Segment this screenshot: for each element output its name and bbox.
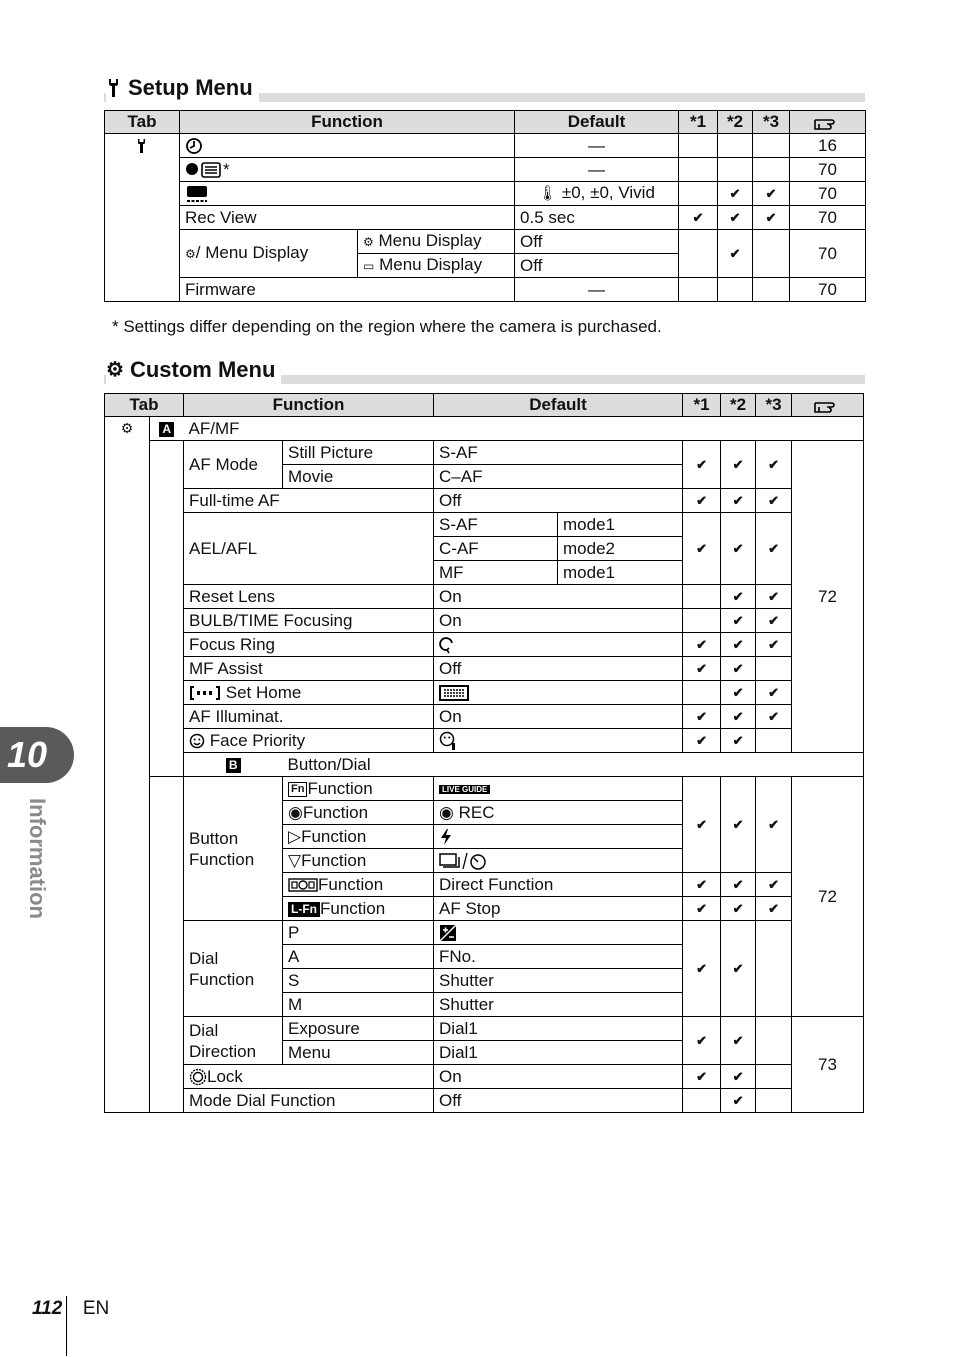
check-mark: ✔ bbox=[721, 729, 756, 753]
function-label: Set Home bbox=[184, 681, 434, 705]
default-value: mode1 bbox=[558, 513, 683, 537]
chapter-label: Information bbox=[25, 798, 50, 919]
monitor-setting bbox=[180, 182, 515, 206]
default-value: — bbox=[515, 278, 679, 302]
language-icon bbox=[185, 161, 223, 179]
header-function: Function bbox=[184, 394, 434, 417]
default-value bbox=[434, 633, 683, 657]
sub-function-label: ▽Function bbox=[283, 849, 434, 873]
header-note2: *2 bbox=[718, 111, 753, 134]
check-mark: ✔ bbox=[753, 206, 790, 230]
wrench-icon bbox=[106, 78, 122, 98]
default-value: MF bbox=[434, 561, 558, 585]
page-ref: 73 bbox=[792, 1017, 864, 1113]
function-label: AF Mode bbox=[184, 441, 283, 489]
check-mark: ✔ bbox=[756, 585, 792, 609]
check-mark: ✔ bbox=[721, 873, 756, 897]
sub-function-label: Still Picture bbox=[283, 441, 434, 465]
setup-menu-header bbox=[104, 72, 865, 102]
default-value bbox=[434, 921, 683, 945]
sub-function-label: ▭ Menu Display bbox=[358, 254, 515, 278]
function-label: MF Assist bbox=[184, 657, 434, 681]
function-label: Face Priority bbox=[184, 729, 434, 753]
check-mark: ✔ bbox=[721, 633, 756, 657]
table-row bbox=[105, 681, 864, 705]
table-row bbox=[105, 513, 864, 537]
check-mark: ✔ bbox=[721, 897, 756, 921]
check-mark: ✔ bbox=[756, 873, 792, 897]
setup-menu-title: Setup Menu bbox=[128, 75, 253, 100]
sub-function-label: Fn Function bbox=[283, 777, 434, 801]
header-note1: *1 bbox=[679, 111, 718, 134]
group-label: AF/MF bbox=[184, 417, 864, 441]
live-guide-icon: LIVE GUIDE bbox=[439, 785, 490, 794]
check-mark: ✔ bbox=[756, 489, 792, 513]
page-number: 112 bbox=[32, 1298, 63, 1319]
page-ref: 70 bbox=[790, 206, 866, 230]
check-mark: ✔ bbox=[683, 657, 721, 681]
sub-function-label: Exposure bbox=[283, 1017, 434, 1041]
default-value: On bbox=[434, 585, 683, 609]
check-mark: ✔ bbox=[721, 585, 756, 609]
check-mark: ✔ bbox=[721, 705, 756, 729]
function-label: BULB/TIME Focusing bbox=[184, 609, 434, 633]
default-value: Off bbox=[515, 254, 679, 278]
custom-gear-icon: ⚙ bbox=[106, 359, 124, 381]
table-row bbox=[105, 1089, 864, 1113]
check-mark: ✔ bbox=[721, 609, 756, 633]
check-mark: ✔ bbox=[718, 182, 753, 206]
custom-gear-icon: ⚙ bbox=[185, 247, 196, 261]
default-value bbox=[434, 825, 683, 849]
default-value: Off bbox=[434, 657, 683, 681]
magnify-button-icon bbox=[288, 877, 318, 893]
table-row bbox=[105, 134, 866, 158]
check-mark: ✔ bbox=[683, 513, 721, 585]
table-row bbox=[105, 206, 866, 230]
function-label: Focus Ring bbox=[184, 633, 434, 657]
header-function: Function bbox=[180, 111, 515, 134]
check-mark: ✔ bbox=[721, 657, 756, 681]
default-value bbox=[434, 681, 683, 705]
setup-menu-table bbox=[104, 110, 866, 302]
page-ref: 72 bbox=[792, 777, 864, 1017]
header-note1: *1 bbox=[683, 394, 721, 417]
language-code: EN bbox=[82, 1298, 110, 1319]
default-value bbox=[434, 729, 683, 753]
table-header-row bbox=[105, 394, 864, 417]
table-row bbox=[105, 182, 866, 206]
page-ref: 70 bbox=[790, 230, 866, 278]
sub-function-label: S bbox=[283, 969, 434, 993]
face-icon bbox=[189, 733, 205, 749]
table-row bbox=[105, 633, 864, 657]
mode-dial-icon bbox=[189, 1068, 207, 1086]
check-mark: ✔ bbox=[683, 705, 721, 729]
group-b-icon: B bbox=[226, 758, 241, 773]
page-footer bbox=[32, 1298, 109, 1320]
custom-menu-title: Custom Menu bbox=[129, 357, 276, 382]
function-label: Full-time AF bbox=[184, 489, 434, 513]
check-mark: ✔ bbox=[683, 441, 721, 489]
custom-menu-header bbox=[104, 354, 865, 384]
language-setting: * bbox=[180, 158, 515, 182]
default-value: — bbox=[515, 158, 679, 182]
function-label: Button Function bbox=[184, 777, 283, 921]
default-value: Off bbox=[515, 230, 679, 254]
page-ref: 70 bbox=[790, 182, 866, 206]
header-tab: Tab bbox=[105, 111, 180, 134]
page-ref: 16 bbox=[790, 134, 866, 158]
group-b-badge-cell bbox=[184, 753, 283, 777]
function-label: Lock bbox=[184, 1065, 434, 1089]
default-value: — bbox=[515, 134, 679, 158]
table-row bbox=[105, 441, 864, 465]
pointing-hand-icon bbox=[813, 398, 843, 414]
sub-function-label: A bbox=[283, 945, 434, 969]
check-mark: ✔ bbox=[683, 1065, 721, 1089]
default-value: On bbox=[434, 705, 683, 729]
check-mark: ✔ bbox=[718, 206, 753, 230]
function-label: ⚙/ Menu Display bbox=[180, 230, 358, 278]
clock-setting bbox=[180, 134, 515, 158]
default-value: Off bbox=[434, 489, 683, 513]
face-eye-priority-icon bbox=[439, 731, 459, 751]
check-mark: ✔ bbox=[721, 1017, 756, 1065]
flash-icon bbox=[439, 828, 453, 846]
function-label: Firmware bbox=[180, 278, 515, 302]
exposure-compensation-icon bbox=[439, 924, 457, 942]
default-value: 🌡 ±0, ±0, Vivid bbox=[515, 182, 679, 206]
default-value: Off bbox=[434, 1089, 683, 1113]
table-row bbox=[105, 1065, 864, 1089]
check-mark: ✔ bbox=[683, 729, 721, 753]
page-ref: 70 bbox=[790, 278, 866, 302]
af-target-icon bbox=[189, 685, 221, 701]
group-a-icon: A bbox=[159, 422, 174, 437]
table-row bbox=[105, 1017, 864, 1041]
check-mark: ✔ bbox=[721, 1089, 756, 1113]
lens-fn-button-icon: L-Fn bbox=[288, 902, 320, 917]
function-label: AF Illuminat. bbox=[184, 705, 434, 729]
check-mark: ✔ bbox=[683, 1017, 721, 1065]
playback-menu-icon: ▭ bbox=[363, 259, 375, 273]
check-mark: ✔ bbox=[721, 513, 756, 585]
wrench-icon bbox=[136, 138, 148, 154]
sub-function-label: ⚙ Menu Display bbox=[358, 230, 515, 254]
custom-tab-cell bbox=[105, 417, 150, 1113]
sub-function-label: M bbox=[283, 993, 434, 1017]
check-mark: ✔ bbox=[756, 633, 792, 657]
header-default: Default bbox=[434, 394, 683, 417]
default-value: ◉ REC bbox=[434, 801, 683, 825]
group-label: Button/Dial bbox=[283, 753, 864, 777]
check-mark: ✔ bbox=[679, 206, 718, 230]
sub-function-label: Movie bbox=[283, 465, 434, 489]
sub-function-label: ◉Function bbox=[283, 801, 434, 825]
default-value: C-AF bbox=[434, 537, 558, 561]
check-mark: ✔ bbox=[756, 441, 792, 489]
check-mark: ✔ bbox=[756, 513, 792, 585]
header-page-ref bbox=[790, 111, 866, 134]
table-row bbox=[105, 417, 864, 441]
page-ref: 72 bbox=[792, 441, 864, 753]
check-mark: ✔ bbox=[756, 609, 792, 633]
check-mark: ✔ bbox=[756, 897, 792, 921]
default-value: Shutter bbox=[434, 969, 683, 993]
function-label: AEL/AFL bbox=[184, 513, 434, 585]
check-mark: ✔ bbox=[721, 777, 756, 873]
header-note2: *2 bbox=[721, 394, 756, 417]
check-mark: ✔ bbox=[721, 489, 756, 513]
page-ref: 70 bbox=[790, 158, 866, 182]
check-mark: ✔ bbox=[756, 705, 792, 729]
check-mark: ✔ bbox=[721, 441, 756, 489]
sub-function-label: ▷Function bbox=[283, 825, 434, 849]
default-value: S-AF bbox=[434, 441, 683, 465]
table-row bbox=[105, 777, 864, 801]
default-value: Dial1 bbox=[434, 1041, 683, 1065]
table-row bbox=[105, 609, 864, 633]
default-value: On bbox=[434, 609, 683, 633]
default-value: 0.5 sec bbox=[515, 206, 679, 230]
check-mark: ✔ bbox=[756, 681, 792, 705]
default-value bbox=[434, 777, 683, 801]
custom-gear-icon: ⚙ bbox=[120, 420, 134, 436]
default-value: mode1 bbox=[558, 561, 683, 585]
default-value: On bbox=[434, 1065, 683, 1089]
check-mark: ✔ bbox=[683, 873, 721, 897]
function-label: Rec View bbox=[180, 206, 515, 230]
table-row bbox=[105, 158, 866, 182]
group-a-badge-cell bbox=[150, 417, 184, 441]
table-header-row bbox=[105, 111, 866, 134]
down-arrow-icon: ▽ bbox=[288, 850, 302, 870]
header-default: Default bbox=[515, 111, 679, 134]
fn-button-icon: Fn bbox=[288, 782, 307, 797]
check-mark: ✔ bbox=[753, 182, 790, 206]
table-row bbox=[105, 753, 864, 777]
header-tab: Tab bbox=[105, 394, 184, 417]
check-mark: ✔ bbox=[721, 681, 756, 705]
check-mark: ✔ bbox=[683, 633, 721, 657]
function-label: Dial Direction bbox=[184, 1017, 283, 1065]
check-mark: ✔ bbox=[756, 777, 792, 873]
table-row bbox=[105, 705, 864, 729]
table-row bbox=[105, 729, 864, 753]
record-icon: ◉ bbox=[439, 802, 454, 822]
default-value: FNo. bbox=[434, 945, 683, 969]
chapter-number-tab: 10 bbox=[0, 727, 74, 783]
table-row bbox=[105, 585, 864, 609]
check-mark: ✔ bbox=[718, 230, 753, 278]
check-mark: ✔ bbox=[683, 897, 721, 921]
footer-divider bbox=[66, 1296, 67, 1356]
default-value: C–AF bbox=[434, 465, 683, 489]
sub-function-label: Menu bbox=[283, 1041, 434, 1065]
header-note3: *3 bbox=[753, 111, 790, 134]
default-value bbox=[434, 849, 683, 873]
check-mark: ✔ bbox=[683, 489, 721, 513]
table-row bbox=[105, 921, 864, 945]
default-value: AF Stop bbox=[434, 897, 683, 921]
footnote: * Settings differ depending on the region where the camera is purchased. bbox=[112, 317, 662, 336]
header-note3: *3 bbox=[756, 394, 792, 417]
header-page-ref bbox=[792, 394, 864, 417]
table-row bbox=[105, 657, 864, 681]
sub-function-label: L-Fn Function bbox=[283, 897, 434, 921]
custom-menu-table bbox=[104, 393, 864, 1113]
record-button-icon: ◉ bbox=[288, 802, 303, 822]
sub-function-label: Function bbox=[283, 873, 434, 897]
af-grid-icon bbox=[439, 685, 469, 701]
pointing-hand-icon bbox=[813, 115, 843, 131]
custom-gear-icon: ⚙ bbox=[363, 235, 374, 249]
default-value: Dial1 bbox=[434, 1017, 683, 1041]
monitor-adjust-icon bbox=[185, 185, 211, 203]
default-value: S-AF bbox=[434, 513, 558, 537]
function-label: Dial Function bbox=[184, 921, 283, 1017]
function-label: Reset Lens bbox=[184, 585, 434, 609]
check-mark: ✔ bbox=[721, 921, 756, 1017]
table-row bbox=[105, 278, 866, 302]
table-row bbox=[105, 489, 864, 513]
thermometer-icon: 🌡 bbox=[538, 185, 558, 202]
sub-function-label: P bbox=[283, 921, 434, 945]
check-mark: ✔ bbox=[721, 1065, 756, 1089]
default-value: Shutter bbox=[434, 993, 683, 1017]
rotate-direction-icon bbox=[439, 636, 455, 654]
drive-self-timer-icon bbox=[439, 852, 489, 870]
check-mark: ✔ bbox=[683, 777, 721, 873]
default-value: mode2 bbox=[558, 537, 683, 561]
clock-icon bbox=[185, 137, 203, 155]
table-row bbox=[105, 230, 866, 254]
setup-tab-cell bbox=[105, 134, 180, 302]
default-value: Direct Function bbox=[434, 873, 683, 897]
right-arrow-icon: ▷ bbox=[288, 826, 302, 846]
function-label: Mode Dial Function bbox=[184, 1089, 434, 1113]
check-mark: ✔ bbox=[683, 921, 721, 1017]
